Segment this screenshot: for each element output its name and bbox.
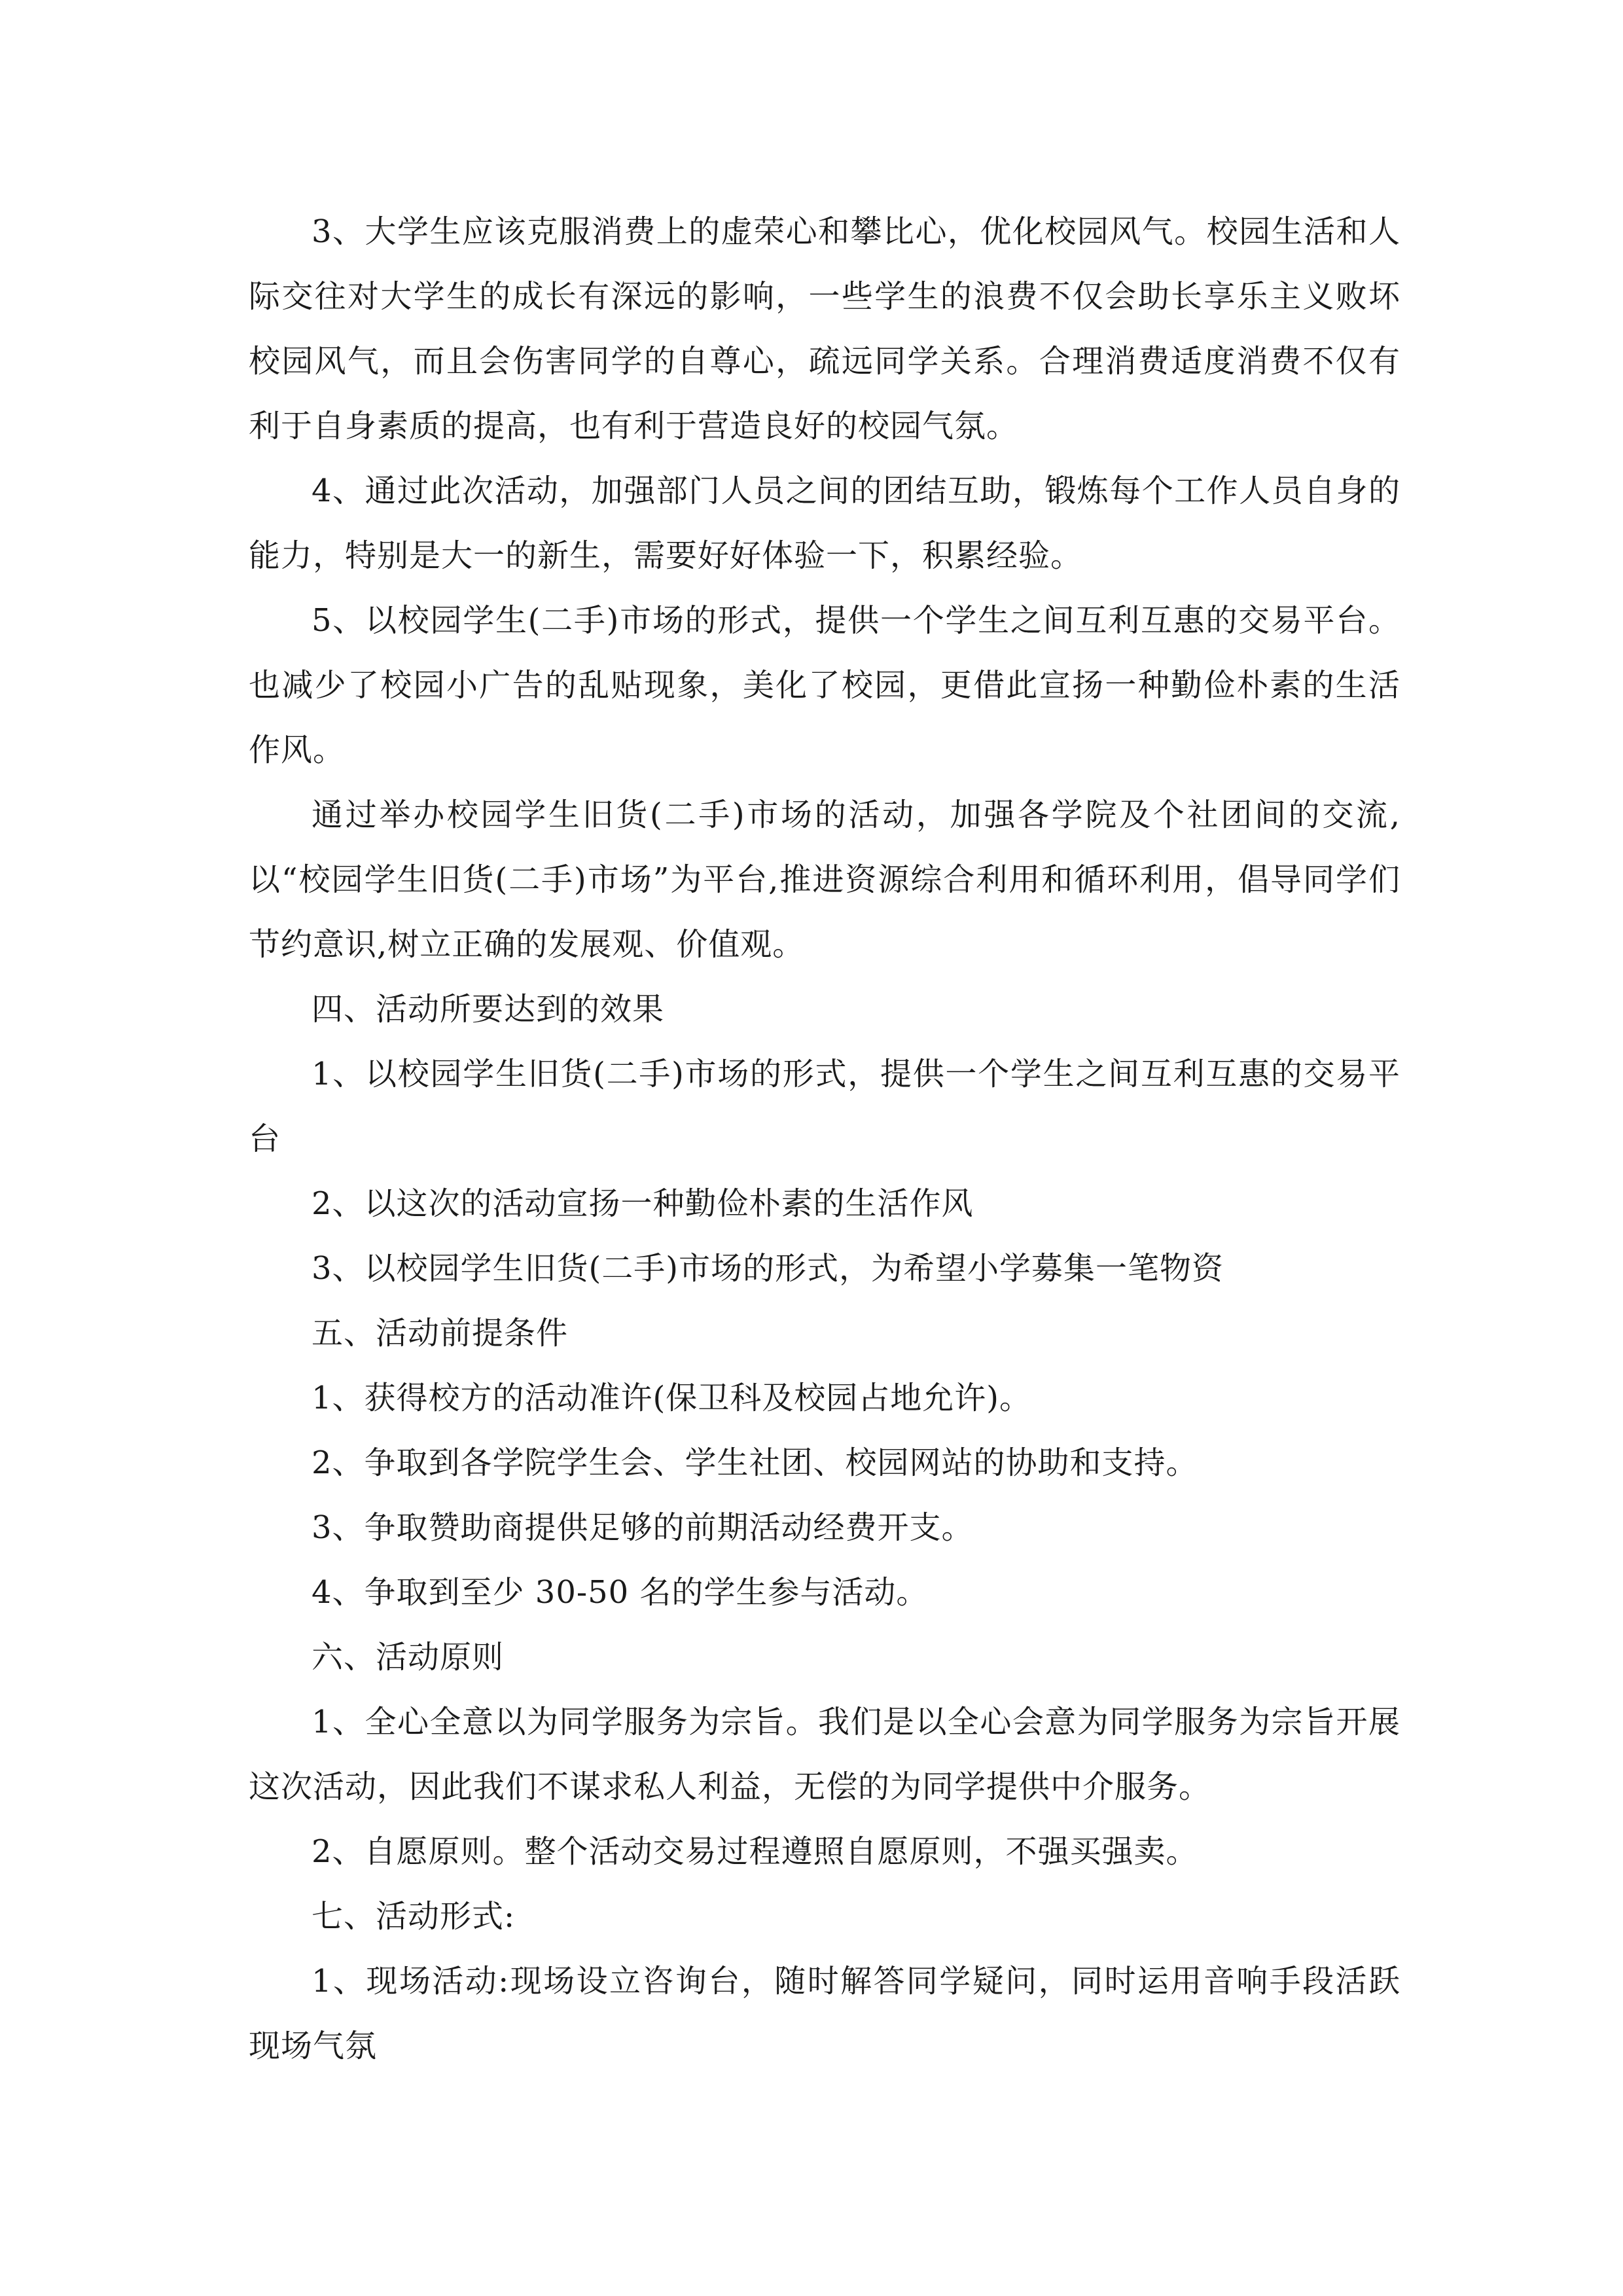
list-item-effect-3: 3、以校园学生旧货(二手)市场的形式，为希望小学募集一笔物资 [312, 1250, 1224, 1287]
section-heading-prerequisites: 五、活动前提条件 [312, 1315, 569, 1352]
list-item-prerequisite-2: 2、争取到各学院学生会、学生社团、校园网站的协助和支持。 [312, 1444, 1198, 1481]
paragraph-activity-summary: 通过举办校园学生旧货(二手)市场的活动，加强各学院及个社团间的交流,以“校园学生旧货(二手)市场”为平台,推进资源综合利用和循环利用，倡导同学们节约意识,树立正确的发展观、价值观。 [249, 797, 1400, 963]
section-heading-activity-forms: 七、活动形式: [312, 1898, 516, 1935]
list-item-prerequisite-1: 1、获得校方的活动准许(保卫科及校园占地允许)。 [312, 1380, 1031, 1416]
paragraph-point-3-campus-atmosphere: 3、大学生应该克服消费上的虚荣心和攀比心，优化校园风气。校园生活和人际交往对大学生的成长有深远的影响，一些学生的浪费不仅会助长享乐主义败坏校园风气，而且会伤害同学的自尊心，疏远同学关系。合理消费适度消费不仅有利于自身素质的提高，也有利于营造良好的校园气氛。 [249, 213, 1400, 444]
section-heading-principles: 六、活动原则 [312, 1639, 505, 1676]
list-item-principle-1: 1、全心全意以为同学服务为宗旨。我们是以全心会意为同学服务为宗旨开展这次活动，因此我们不谋求私人利益，无偿的为同学提供中介服务。 [249, 1704, 1400, 1805]
list-item-prerequisite-4: 4、争取到至少 30-50 名的学生参与活动。 [312, 1574, 929, 1611]
paragraph-point-4-teamwork: 4、通过此次活动，加强部门人员之间的团结互助，锻炼每个工作人员自身的能力，特别是大一的新生，需要好好体验一下，积累经验。 [249, 473, 1400, 574]
list-item-form-1: 1、现场活动:现场设立咨询台，随时解答同学疑问，同时运用音响手段活跃现场气氛 [249, 1963, 1400, 2064]
paragraph-point-5-trading-platform: 5、以校园学生(二手)市场的形式，提供一个学生之间互利互惠的交易平台。也减少了校园小广告的乱贴现象，美化了校园，更借此宣扬一种勤俭朴素的生活作风。 [249, 602, 1400, 768]
list-item-prerequisite-3: 3、争取赞助商提供足够的前期活动经费开支。 [312, 1509, 974, 1546]
list-item-effect-2: 2、以这次的活动宣扬一种勤俭朴素的生活作风 [312, 1185, 974, 1222]
list-item-principle-2: 2、自愿原则。整个活动交易过程遵照自愿原则，不强买强卖。 [312, 1833, 1198, 1870]
document-body [249, 200, 1400, 2079]
list-item-effect-1: 1、以校园学生旧货(二手)市场的形式，提供一个学生之间互利互惠的交易平台 [249, 1056, 1400, 1157]
section-heading-expected-effects: 四、活动所要达到的效果 [312, 991, 665, 1028]
